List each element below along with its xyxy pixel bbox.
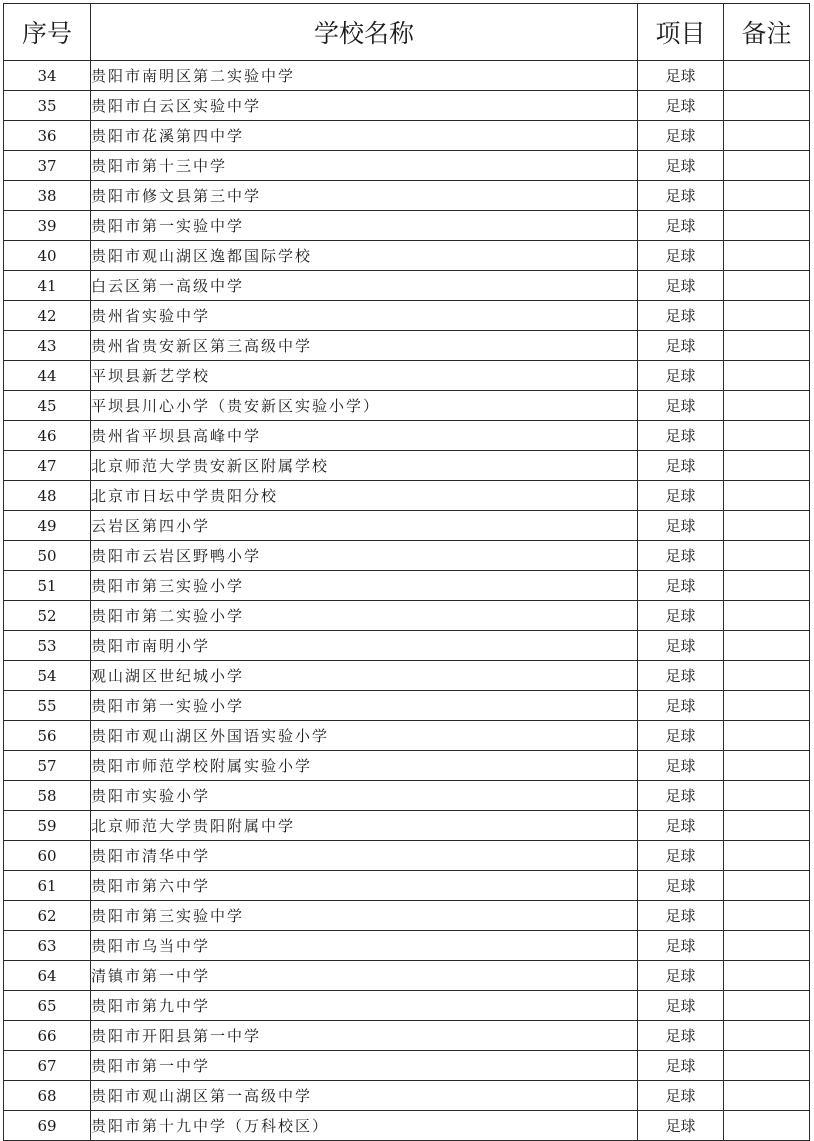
table-row	[4, 721, 810, 751]
table-row	[4, 541, 810, 571]
school-name: 贵阳市师范学校附属实验小学	[91, 751, 638, 781]
school-name: 贵阳市南明区第二实验中学	[91, 61, 638, 91]
project-cell: 足球	[638, 151, 724, 181]
row-number: 51	[4, 571, 91, 601]
school-name: 贵阳市第九中学	[91, 991, 638, 1021]
header-note: 备注	[724, 4, 810, 61]
project-cell: 足球	[638, 571, 724, 601]
note-cell	[724, 541, 810, 571]
row-number: 69	[4, 1111, 91, 1141]
project-cell: 足球	[638, 781, 724, 811]
table-row	[4, 241, 810, 271]
school-name: 贵阳市花溪第四中学	[91, 121, 638, 151]
note-cell	[724, 931, 810, 961]
school-name: 贵阳市南明小学	[91, 631, 638, 661]
school-name: 清镇市第一中学	[91, 961, 638, 991]
project-cell: 足球	[638, 991, 724, 1021]
note-cell	[724, 901, 810, 931]
project-cell: 足球	[638, 961, 724, 991]
row-number: 41	[4, 271, 91, 301]
note-cell	[724, 841, 810, 871]
row-number: 60	[4, 841, 91, 871]
table-row	[4, 151, 810, 181]
header-row	[4, 4, 810, 61]
project-cell: 足球	[638, 631, 724, 661]
note-cell	[724, 571, 810, 601]
note-cell	[724, 781, 810, 811]
project-cell: 足球	[638, 1081, 724, 1111]
table-row	[4, 991, 810, 1021]
row-number: 59	[4, 811, 91, 841]
note-cell	[724, 1051, 810, 1081]
row-number: 44	[4, 361, 91, 391]
project-cell: 足球	[638, 841, 724, 871]
table-row	[4, 691, 810, 721]
table-row	[4, 511, 810, 541]
note-cell	[724, 601, 810, 631]
row-number: 36	[4, 121, 91, 151]
project-cell: 足球	[638, 361, 724, 391]
table-row	[4, 661, 810, 691]
note-cell	[724, 991, 810, 1021]
project-cell: 足球	[638, 691, 724, 721]
note-cell	[724, 481, 810, 511]
project-cell: 足球	[638, 211, 724, 241]
row-number: 38	[4, 181, 91, 211]
table-row	[4, 931, 810, 961]
note-cell	[724, 151, 810, 181]
school-name: 北京师范大学贵安新区附属学校	[91, 451, 638, 481]
project-cell: 足球	[638, 1021, 724, 1051]
row-number: 40	[4, 241, 91, 271]
school-name: 观山湖区世纪城小学	[91, 661, 638, 691]
project-cell: 足球	[638, 331, 724, 361]
row-number: 58	[4, 781, 91, 811]
note-cell	[724, 721, 810, 751]
row-number: 53	[4, 631, 91, 661]
project-cell: 足球	[638, 121, 724, 151]
project-cell: 足球	[638, 901, 724, 931]
project-cell: 足球	[638, 751, 724, 781]
row-number: 45	[4, 391, 91, 421]
project-cell: 足球	[638, 241, 724, 271]
row-number: 55	[4, 691, 91, 721]
project-cell: 足球	[638, 721, 724, 751]
project-cell: 足球	[638, 1051, 724, 1081]
school-name: 贵阳市第一中学	[91, 1051, 638, 1081]
table-row	[4, 61, 810, 91]
table-row	[4, 631, 810, 661]
school-roster-table	[3, 3, 810, 1141]
school-name: 平坝县新艺学校	[91, 361, 638, 391]
table-row	[4, 601, 810, 631]
table-row	[4, 361, 810, 391]
row-number: 39	[4, 211, 91, 241]
school-name: 贵阳市开阳县第一中学	[91, 1021, 638, 1051]
table-row	[4, 751, 810, 781]
school-name: 贵阳市第十三中学	[91, 151, 638, 181]
table-row	[4, 91, 810, 121]
project-cell: 足球	[638, 481, 724, 511]
note-cell	[724, 1081, 810, 1111]
table-row	[4, 871, 810, 901]
project-cell: 足球	[638, 391, 724, 421]
row-number: 68	[4, 1081, 91, 1111]
school-name: 贵州省贵安新区第三高级中学	[91, 331, 638, 361]
school-name: 贵阳市乌当中学	[91, 931, 638, 961]
school-name: 北京师范大学贵阳附属中学	[91, 811, 638, 841]
note-cell	[724, 61, 810, 91]
table-row	[4, 271, 810, 301]
school-name: 贵州省实验中学	[91, 301, 638, 331]
project-cell: 足球	[638, 181, 724, 211]
row-number: 61	[4, 871, 91, 901]
project-cell: 足球	[638, 931, 724, 961]
table-row	[4, 211, 810, 241]
note-cell	[724, 961, 810, 991]
school-name: 贵阳市第一实验中学	[91, 211, 638, 241]
row-number: 48	[4, 481, 91, 511]
school-name: 贵阳市第十九中学（万科校区）	[91, 1111, 638, 1141]
school-name: 贵阳市白云区实验中学	[91, 91, 638, 121]
project-cell: 足球	[638, 61, 724, 91]
table-row	[4, 391, 810, 421]
table-body	[4, 61, 810, 1141]
note-cell	[724, 331, 810, 361]
table-row	[4, 301, 810, 331]
school-name: 贵阳市云岩区野鸭小学	[91, 541, 638, 571]
note-cell	[724, 301, 810, 331]
table-row	[4, 1021, 810, 1051]
row-number: 52	[4, 601, 91, 631]
row-number: 54	[4, 661, 91, 691]
row-number: 65	[4, 991, 91, 1021]
note-cell	[724, 451, 810, 481]
row-number: 37	[4, 151, 91, 181]
table-row	[4, 781, 810, 811]
school-name: 云岩区第四小学	[91, 511, 638, 541]
note-cell	[724, 391, 810, 421]
table-row	[4, 901, 810, 931]
project-cell: 足球	[638, 421, 724, 451]
school-name: 贵阳市第三实验小学	[91, 571, 638, 601]
note-cell	[724, 121, 810, 151]
row-number: 62	[4, 901, 91, 931]
project-cell: 足球	[638, 811, 724, 841]
row-number: 64	[4, 961, 91, 991]
note-cell	[724, 271, 810, 301]
school-name: 贵阳市第二实验小学	[91, 601, 638, 631]
project-cell: 足球	[638, 511, 724, 541]
table-row	[4, 481, 810, 511]
row-number: 49	[4, 511, 91, 541]
school-name: 贵阳市第六中学	[91, 871, 638, 901]
table-row	[4, 181, 810, 211]
project-cell: 足球	[638, 541, 724, 571]
row-number: 66	[4, 1021, 91, 1051]
table-row	[4, 1051, 810, 1081]
project-cell: 足球	[638, 661, 724, 691]
project-cell: 足球	[638, 601, 724, 631]
project-cell: 足球	[638, 271, 724, 301]
school-name: 贵阳市观山湖区逸都国际学校	[91, 241, 638, 271]
table-row	[4, 421, 810, 451]
school-name: 贵阳市第三实验中学	[91, 901, 638, 931]
note-cell	[724, 631, 810, 661]
project-cell: 足球	[638, 1111, 724, 1141]
note-cell	[724, 361, 810, 391]
note-cell	[724, 1021, 810, 1051]
note-cell	[724, 421, 810, 451]
header-school-name: 学校名称	[91, 4, 638, 61]
school-name: 平坝县川心小学（贵安新区实验小学）	[91, 391, 638, 421]
row-number: 43	[4, 331, 91, 361]
note-cell	[724, 811, 810, 841]
row-number: 46	[4, 421, 91, 451]
school-name: 白云区第一高级中学	[91, 271, 638, 301]
school-name: 贵阳市第一实验小学	[91, 691, 638, 721]
table-row	[4, 1081, 810, 1111]
table-row	[4, 811, 810, 841]
table-row	[4, 961, 810, 991]
row-number: 47	[4, 451, 91, 481]
note-cell	[724, 511, 810, 541]
table-row	[4, 1111, 810, 1141]
project-cell: 足球	[638, 451, 724, 481]
header-num: 序号	[4, 4, 91, 61]
row-number: 34	[4, 61, 91, 91]
note-cell	[724, 661, 810, 691]
table-row	[4, 451, 810, 481]
table-row	[4, 571, 810, 601]
note-cell	[724, 1111, 810, 1141]
school-name: 贵阳市清华中学	[91, 841, 638, 871]
note-cell	[724, 871, 810, 901]
school-name: 贵州省平坝县高峰中学	[91, 421, 638, 451]
row-number: 50	[4, 541, 91, 571]
note-cell	[724, 211, 810, 241]
note-cell	[724, 751, 810, 781]
school-name: 贵阳市观山湖区外国语实验小学	[91, 721, 638, 751]
table-header	[4, 4, 810, 61]
school-name: 贵阳市实验小学	[91, 781, 638, 811]
school-name: 贵阳市观山湖区第一高级中学	[91, 1081, 638, 1111]
table-row	[4, 841, 810, 871]
header-project: 项目	[638, 4, 724, 61]
note-cell	[724, 691, 810, 721]
row-number: 57	[4, 751, 91, 781]
row-number: 67	[4, 1051, 91, 1081]
row-number: 35	[4, 91, 91, 121]
row-number: 56	[4, 721, 91, 751]
row-number: 42	[4, 301, 91, 331]
table-row	[4, 331, 810, 361]
project-cell: 足球	[638, 871, 724, 901]
school-name: 贵阳市修文县第三中学	[91, 181, 638, 211]
note-cell	[724, 181, 810, 211]
project-cell: 足球	[638, 301, 724, 331]
note-cell	[724, 91, 810, 121]
project-cell: 足球	[638, 91, 724, 121]
row-number: 63	[4, 931, 91, 961]
table-row	[4, 121, 810, 151]
note-cell	[724, 241, 810, 271]
school-name: 北京市日坛中学贵阳分校	[91, 481, 638, 511]
